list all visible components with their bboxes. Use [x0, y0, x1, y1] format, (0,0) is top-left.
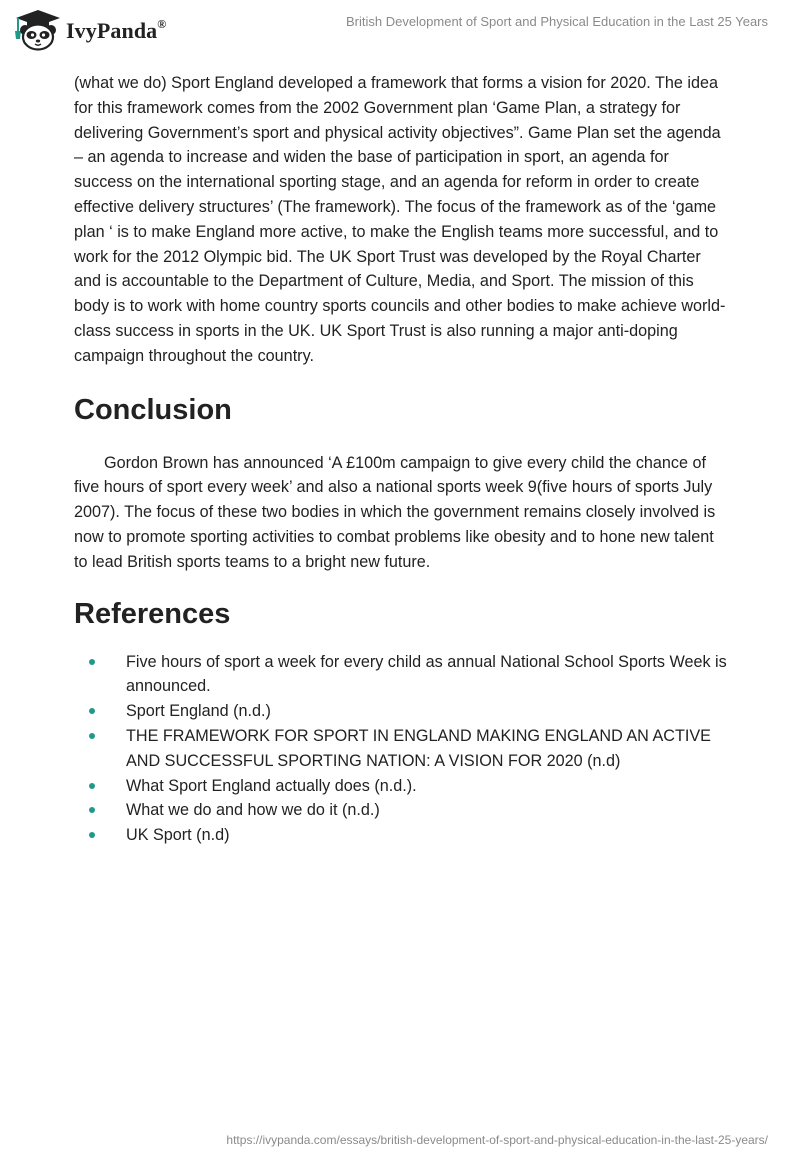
reference-item — [74, 724, 728, 774]
reference-text: Sport England (n.d.) — [126, 702, 271, 721]
references-list — [74, 650, 728, 848]
document-title: British Development of Sport and Physical Education in the Last 25 Years — [345, 14, 768, 29]
reference-item — [74, 699, 728, 724]
teal-dot-icon — [89, 708, 95, 714]
brand-name: IvyPanda® — [66, 16, 167, 43]
intro-paragraph: (what we do) Sport England developed a framework that forms a vision for 2020. The idea for this framework comes from the 2002 Government plan ‘Game Plan, a strategy for delivering Government’s sport and physical activity objectives”. Game Plan set the agenda – an agenda to increase and widen the base of participation in sport, an agenda for success on the international sporting stage, and an agenda for reform in order to create effective delivery structures’ (The framework). The focus of the framework as of the ‘game plan ‘ is to make England more active, to make the English teams more successful, and to work for the 2012 Olympic bid. The UK Sport Trust was developed by the Royal Charter and is accountable to the Department of Culture, Media, and Sport. The mission of this body is to work with home country sports councils and other bodies to make achieve world-class success in sports in the UK. UK Sport Trust is also running a major anti-doping campaign throughout the country. — [74, 74, 726, 365]
reference-text: Five hours of sport a week for every child as annual National School Sports Week is announced. — [126, 652, 727, 696]
teal-dot-icon — [89, 783, 95, 789]
teal-dot-icon — [89, 832, 95, 838]
teal-dot-icon — [89, 733, 95, 739]
reference-text: THE FRAMEWORK FOR SPORT IN ENGLAND MAKING ENGLAND AN ACTIVE AND SUCCESSFUL SPORTING NATION: A VISION FOR 2020 (n.d) — [126, 726, 711, 770]
reference-item — [74, 650, 728, 700]
essay-content — [74, 71, 728, 848]
reference-text: UK Sport (n.d) — [126, 826, 230, 845]
conclusion-heading: Conclusion — [74, 393, 232, 426]
reference-text: What we do and how we do it (n.d.) — [126, 801, 380, 820]
reference-item — [74, 774, 728, 799]
source-url[interactable]: https://ivypanda.com/essays/british-development-of-sport-and-physical-education-in-the-last-25-years/ — [226, 1133, 768, 1147]
conclusion-paragraph: Gordon Brown has announced ‘A £100m campaign to give every child the chance of five hours of sport every week’ and also a national sports week 9(five hours of sports July 2007). The focus of these two bodies in which the government remains closely involved is now to promote sporting activities to combat problems like obesity and to hone new talent to lead British sports teams to a bright new future. — [74, 453, 716, 571]
reference-item — [74, 823, 728, 848]
page-header — [0, 0, 800, 60]
ivypanda-logo[interactable] — [14, 9, 166, 51]
references-heading: References — [74, 597, 231, 630]
panda-graduation-cap-icon — [14, 9, 62, 51]
reference-item — [74, 798, 728, 823]
reference-text: What Sport England actually does (n.d.). — [126, 776, 417, 795]
teal-dot-icon — [89, 659, 95, 665]
teal-dot-icon — [89, 807, 95, 813]
